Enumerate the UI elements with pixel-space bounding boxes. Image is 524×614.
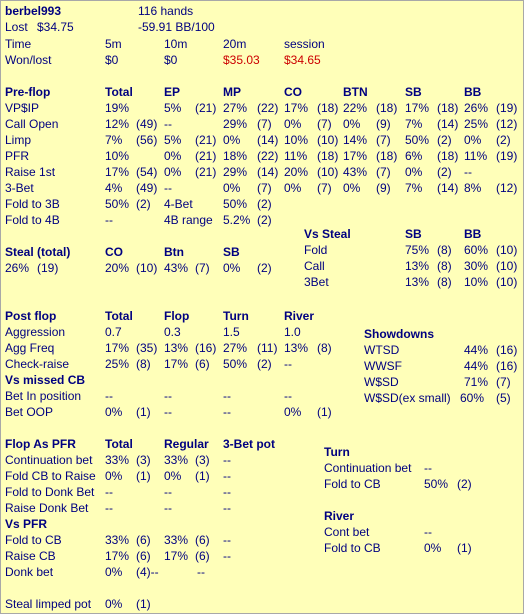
stat-value: 27%	[223, 101, 248, 115]
row-label: Check-raise	[5, 357, 70, 371]
postflop-col-river: River	[284, 309, 315, 323]
stat-value: 17%	[105, 165, 130, 179]
stat-count: (35)	[136, 341, 158, 355]
stat-value: 20%	[284, 165, 309, 179]
stat-value: 19%	[105, 101, 130, 115]
stat-value: 29%	[223, 117, 248, 131]
flop-as-pfr-title: Flop As PFR	[5, 437, 76, 451]
stat-count: (7)	[376, 133, 391, 147]
stat-count: (14)	[437, 117, 459, 131]
vs-steal-title: Vs Steal	[304, 227, 351, 241]
stat-count: (1)	[136, 597, 151, 611]
won-lost-session: $34.65	[284, 53, 321, 67]
vs-steal-col-bb: BB	[464, 227, 482, 241]
stat-count: (6)	[195, 357, 210, 371]
stat-value: 0%	[343, 117, 361, 131]
stat-count: (1)	[136, 469, 151, 483]
stat-value: 10%	[284, 133, 309, 147]
stat-value: 7%	[405, 117, 423, 131]
stat-value: 4%	[105, 181, 123, 195]
stat-value: 33%	[164, 453, 189, 467]
stat-count: (6)	[195, 533, 210, 547]
flop-pfr-col-3bet: 3-Bet pot	[223, 437, 275, 451]
stat-value: 75%	[405, 243, 430, 257]
stat-count: (8)	[437, 275, 452, 289]
preflop-col-total: Total	[105, 85, 133, 99]
bb-per-100: -59.91 BB/100	[138, 20, 215, 34]
stat-count: (10)	[317, 165, 339, 179]
stat-count: (8)	[317, 341, 332, 355]
time-20m: 20m	[223, 37, 247, 51]
stat-count: (12)	[496, 117, 518, 131]
stat-value: 13%	[405, 259, 430, 273]
stat-value: 50%	[223, 197, 248, 211]
row-label: Cont bet	[324, 525, 370, 539]
stat-count: (8)	[437, 243, 452, 257]
stat-value: 50%	[405, 133, 430, 147]
stat-count: (7)	[257, 117, 272, 131]
stat-value: --	[164, 405, 172, 419]
stat-value: 0%	[223, 133, 241, 147]
stat-value: --	[464, 165, 472, 179]
vs-pfr-title: Vs PFR	[5, 517, 48, 531]
stat-value: 5.2%	[223, 213, 251, 227]
row-label: W$SD(ex small)	[364, 391, 451, 405]
stat-count: (16)	[496, 359, 518, 373]
row-label: Donk bet	[5, 565, 54, 579]
stat-count: (8)	[136, 357, 151, 371]
stat-value: 1.0	[284, 325, 301, 339]
stat-value: 26%	[5, 261, 30, 275]
preflop-col-sb: SB	[405, 85, 422, 99]
stat-count: (16)	[496, 343, 518, 357]
stat-count: (2)	[257, 213, 272, 227]
row-label: Raise CB	[5, 549, 56, 563]
stat-value: 0%	[164, 165, 182, 179]
preflop-col-mp: MP	[223, 85, 241, 99]
stat-value: 5%	[164, 133, 182, 147]
row-label: Call Open	[5, 117, 59, 131]
stat-value: --	[223, 533, 231, 547]
stat-count: (2)	[457, 477, 472, 491]
stat-value: 50%	[424, 477, 449, 491]
stat-count: (14)	[257, 133, 279, 147]
row-label: Raise Donk Bet	[5, 501, 89, 515]
stat-value: 43%	[343, 165, 368, 179]
stat-value: 0%	[223, 261, 241, 275]
row-label: Aggression	[5, 325, 66, 339]
stat-value: 50%	[105, 197, 130, 211]
stat-count: (8)	[437, 259, 452, 273]
stat-value: 30%	[464, 259, 489, 273]
stat-count: (6)	[195, 549, 210, 563]
row-label: Bet In position	[5, 389, 82, 403]
stat-count: (7)	[496, 375, 511, 389]
stat-count: (22)	[257, 101, 279, 115]
stat-value: --	[424, 461, 432, 475]
stat-value: --	[284, 389, 292, 403]
stat-value: 11%	[284, 149, 308, 163]
stat-count: (7)	[257, 181, 272, 195]
postflop-col-total: Total	[105, 309, 133, 323]
row-label: Continuation bet	[324, 461, 412, 475]
stat-value: 13%	[405, 275, 430, 289]
stat-value: --	[223, 389, 231, 403]
stat-count: (18)	[317, 101, 339, 115]
stat-value: 17%	[164, 549, 189, 563]
stat-value: 33%	[105, 533, 130, 547]
row-label: 3-Bet	[5, 181, 34, 195]
row-label: Fold to CB	[324, 477, 381, 491]
stat-value: 0%	[284, 405, 302, 419]
stat-value: 17%	[164, 357, 189, 371]
stat-value: --	[424, 525, 432, 539]
stat-count: (2)	[437, 133, 452, 147]
won-lost-5m: $0	[105, 53, 119, 67]
stat-count: (14)	[257, 165, 279, 179]
row-label: Steal limped pot	[5, 597, 92, 611]
stat-value: --	[164, 389, 172, 403]
time-5m: 5m	[105, 37, 122, 51]
stat-value: --	[105, 485, 113, 499]
stat-value: --	[105, 389, 113, 403]
stat-value: 60%	[464, 243, 489, 257]
stat-value: --	[223, 549, 231, 563]
stat-value: --	[164, 181, 172, 195]
stat-value: 10%	[105, 149, 130, 163]
row-label: Fold to CB	[5, 533, 62, 547]
stat-value: 43%	[164, 261, 189, 275]
row-label: W$SD	[364, 375, 399, 389]
stat-value: 0%	[223, 181, 241, 195]
stat-value: 0%	[343, 181, 361, 195]
row-label: Fold CB to Raise	[5, 469, 96, 483]
stat-count: (2)	[136, 197, 151, 211]
stat-value: 25%	[105, 357, 130, 371]
stat-count: (2)	[257, 261, 272, 275]
stat-count: (21)	[195, 165, 217, 179]
stat-count: (21)	[195, 133, 217, 147]
stat-count: (18)	[437, 101, 459, 115]
stat-count: (4)--	[136, 565, 159, 579]
row-label: Continuation bet	[5, 453, 93, 467]
stat-count: (21)	[195, 149, 217, 163]
row-label: Fold to CB	[324, 541, 381, 555]
stat-count: (7)	[317, 181, 332, 195]
stat-count: (19)	[496, 149, 518, 163]
stat-count: (18)	[437, 149, 459, 163]
stat-value: 17%	[343, 149, 368, 163]
stat-value: 5%	[164, 101, 182, 115]
stat-count: (49)	[136, 181, 158, 195]
row-label: 4-Bet	[164, 197, 193, 211]
stat-value: 44%	[464, 343, 489, 357]
won-lost-20m: $35.03	[223, 53, 260, 67]
stat-value: --	[164, 485, 172, 499]
stat-value: --	[164, 117, 172, 131]
preflop-title: Pre-flop	[5, 85, 51, 99]
stat-count: (19)	[37, 261, 59, 275]
stat-count: (14)	[437, 181, 459, 195]
stat-count: (1)	[195, 469, 210, 483]
stat-value: 60%	[460, 391, 485, 405]
stat-count: (22)	[257, 149, 279, 163]
stat-value: 29%	[223, 165, 248, 179]
stat-value: 26%	[464, 101, 489, 115]
stat-value: 13%	[164, 341, 189, 355]
steal-col-sb: SB	[223, 245, 240, 259]
river-title: River	[324, 509, 355, 523]
stat-value: 17%	[284, 101, 309, 115]
stat-value: 12%	[105, 117, 130, 131]
stat-count: (9)	[376, 117, 391, 131]
steal-col-co: CO	[105, 245, 123, 259]
stat-count: (19)	[496, 101, 518, 115]
stat-count: (10)	[496, 275, 518, 289]
preflop-col-co: CO	[284, 85, 302, 99]
stat-count: (6)	[136, 533, 151, 547]
stat-value: 17%	[105, 341, 130, 355]
stat-value: 44%	[464, 359, 489, 373]
turn-title: Turn	[324, 445, 350, 459]
stat-count: (16)	[195, 341, 217, 355]
time-label: Time	[5, 37, 32, 51]
stat-count: (7)	[376, 165, 391, 179]
stat-value: 0%	[105, 597, 123, 611]
stat-count: (2)	[257, 357, 272, 371]
row-label: Call	[304, 259, 325, 273]
preflop-col-btn: BTN	[343, 85, 368, 99]
steal-col-btn: Btn	[164, 245, 184, 259]
stat-value: 33%	[164, 533, 189, 547]
row-label: VP$IP	[5, 101, 40, 115]
stat-value: 18%	[223, 149, 248, 163]
stat-count: (2)	[437, 165, 452, 179]
stat-count: (18)	[376, 101, 398, 115]
stat-count: (2)	[257, 197, 272, 211]
stat-value: 6%	[405, 149, 423, 163]
lost-amount: $34.75	[37, 20, 74, 34]
postflop-title: Post flop	[5, 309, 57, 323]
stat-value: 0%	[284, 181, 302, 195]
stat-value: 0%	[284, 117, 302, 131]
stat-count: (7)	[195, 261, 210, 275]
stat-value: 50%	[223, 357, 248, 371]
stat-value: 0%	[105, 405, 123, 419]
stat-count: (49)	[136, 117, 158, 131]
stat-value: 0%	[464, 133, 482, 147]
stat-value: 71%	[464, 375, 489, 389]
stat-value: 22%	[343, 101, 368, 115]
stat-count: (3)	[136, 453, 151, 467]
time-10m: 10m	[164, 37, 188, 51]
stat-value: --	[105, 501, 113, 515]
stat-value: 27%	[223, 341, 248, 355]
stat-value: --	[164, 501, 172, 515]
stat-value: --	[223, 405, 231, 419]
stat-count: (10)	[317, 133, 339, 147]
stat-count: (10)	[496, 259, 518, 273]
stat-count: (1)	[317, 405, 332, 419]
stat-value: 25%	[464, 117, 489, 131]
stat-value: 0.3	[164, 325, 181, 339]
won-lost-10m: $0	[164, 53, 178, 67]
stat-count: (21)	[195, 101, 217, 115]
stat-value: --	[105, 213, 113, 227]
row-label: Fold to 3B	[5, 197, 60, 211]
lost-label: Lost	[5, 20, 28, 34]
stat-value: 10%	[464, 275, 489, 289]
stat-count: (1)	[136, 405, 151, 419]
player-name: berbel993	[5, 4, 62, 18]
row-label: Raise 1st	[5, 165, 56, 179]
stat-count: (54)	[136, 165, 158, 179]
stat-value: 0%	[405, 165, 423, 179]
stat-value: 0%	[164, 469, 182, 483]
stat-count: (18)	[317, 149, 339, 163]
steal-total-title: Steal (total)	[5, 245, 71, 259]
postflop-col-flop: Flop	[164, 309, 190, 323]
stat-value: 0%	[105, 469, 123, 483]
stat-value: 8%	[464, 181, 482, 195]
stat-count: (7)	[317, 117, 332, 131]
row-label: Fold	[304, 243, 328, 257]
row-label: WWSF	[364, 359, 402, 373]
stat-value: 33%	[105, 453, 130, 467]
stat-value: --	[223, 469, 231, 483]
stat-count: (9)	[376, 181, 391, 195]
stat-value: 0%	[105, 565, 123, 579]
stat-value: --	[197, 565, 205, 579]
row-label: Bet OOP	[5, 405, 54, 419]
time-session: session	[284, 37, 325, 51]
row-label: Fold to 4B	[5, 213, 60, 227]
row-label: Fold to Donk Bet	[5, 485, 95, 499]
stat-value: 17%	[105, 549, 130, 563]
stat-value: --	[223, 485, 231, 499]
stat-value: 17%	[405, 101, 430, 115]
row-label: PFR	[5, 149, 29, 163]
postflop-col-turn: Turn	[223, 309, 249, 323]
stat-count: (12)	[496, 181, 518, 195]
vs-missed-cb-title: Vs missed CB	[5, 373, 86, 387]
won-lost-label: Won/lost	[5, 53, 52, 67]
stat-count: (1)	[457, 541, 472, 555]
row-label: 3Bet	[304, 275, 329, 289]
stat-value: 1.5	[223, 325, 240, 339]
row-label: 4B range	[164, 213, 213, 227]
preflop-col-ep: EP	[164, 85, 181, 99]
stat-value: 14%	[343, 133, 368, 147]
row-label: WTSD	[364, 343, 400, 357]
stat-value: 20%	[105, 261, 130, 275]
stat-value: 7%	[405, 181, 423, 195]
showdowns-title: Showdowns	[364, 327, 434, 341]
stat-value: 0%	[164, 149, 182, 163]
flop-pfr-col-regular: Regular	[164, 437, 209, 451]
stat-value: 0.7	[105, 325, 122, 339]
stat-count: (18)	[376, 149, 398, 163]
stat-value: --	[223, 453, 231, 467]
stat-count: (56)	[136, 133, 158, 147]
stat-count: (10)	[496, 243, 518, 257]
stat-value: --	[223, 501, 231, 515]
stat-value: 13%	[284, 341, 309, 355]
stat-count: (11)	[257, 341, 278, 355]
stat-value: 11%	[464, 149, 488, 163]
stat-count: (5)	[496, 391, 511, 405]
row-label: Agg Freq	[5, 341, 55, 355]
preflop-col-bb: BB	[464, 85, 482, 99]
stat-count: (2)	[496, 133, 511, 147]
stat-value: 7%	[105, 133, 123, 147]
stat-count: (3)	[195, 453, 210, 467]
hands-count: 116 hands	[138, 4, 194, 18]
stat-value: --	[284, 357, 292, 371]
vs-steal-col-sb: SB	[405, 227, 422, 241]
row-label: Limp	[5, 133, 32, 147]
stat-count: (10)	[136, 261, 158, 275]
stat-value: 0%	[424, 541, 442, 555]
flop-pfr-col-total: Total	[105, 437, 133, 451]
stat-count: (6)	[136, 549, 151, 563]
